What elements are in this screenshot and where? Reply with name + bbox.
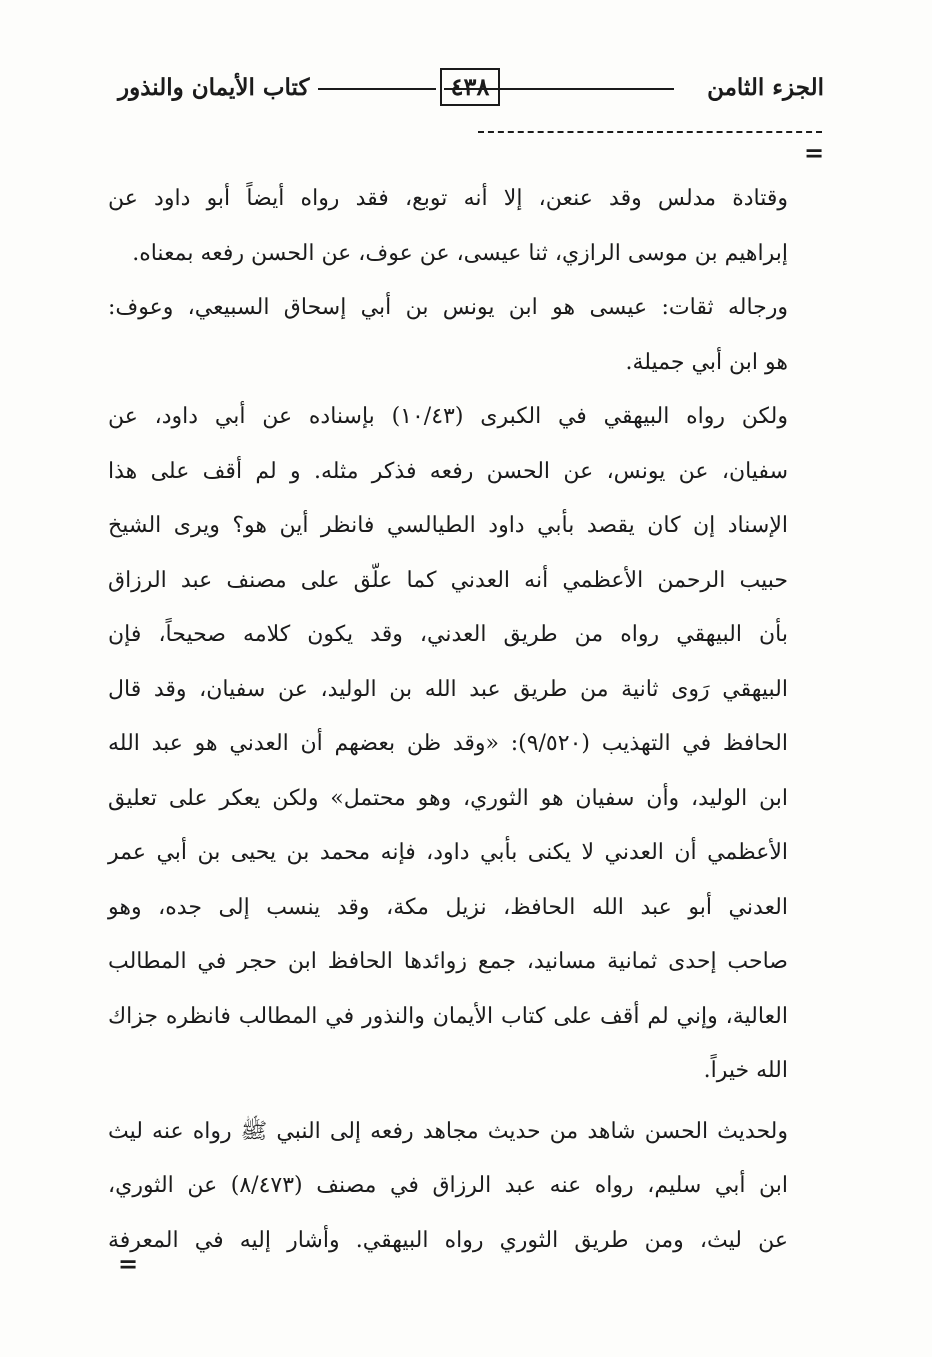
- text-line: عن ليث، ومن طريق الثوري رواه البيهقي. وأشار إليه في المعرفة: [108, 1227, 788, 1253]
- continuation-mark-bottom: =: [118, 1249, 139, 1278]
- continuation-mark-top: =: [804, 138, 825, 167]
- book-title: كتاب الأيمان والنذور: [118, 74, 310, 101]
- text-line: العدني أبو عبد الله الحافظ، نزيل مكة، وقد ينسب إلى جده، وهو: [108, 894, 788, 920]
- text-line: صاحب إحدى ثمانية مسانيد، جمع زوائدها الحافظ ابن حجر في المطالب: [108, 949, 788, 974]
- text-line: هو ابن أبي جميلة.: [625, 349, 788, 375]
- text-line: ابن الوليد، وأن سفيان هو الثوري، وهو محتمل» ولكن يعكر على تعليق: [108, 785, 788, 811]
- text-line: الحافظ في التهذيب (٩/٥٢٠): «وقد ظن بعضهم أن العدني هو عبد الله: [108, 731, 788, 756]
- header-rule-left: [318, 88, 436, 90]
- volume-part-label: الجزء الثامن: [707, 74, 824, 101]
- text-line: العالية، وإني لم أقف على كتاب الأيمان والنذور في المطالب فانظره جزاك: [108, 1003, 788, 1029]
- paragraph: [108, 390, 788, 1099]
- text-line: ولحديث الحسن شاهد من حديث مجاهد رفعه إلى النبي ﷺ رواه عنه ليث: [108, 1118, 788, 1144]
- text-line: حبيب الرحمن الأعظمي أنه العدني كما علّق على مصنف عبد الرزاق: [108, 567, 788, 593]
- page-body: [108, 172, 788, 1268]
- text-line: ولكن رواه البيهقي في الكبرى (١٠/٤٣) بإسناده عن أبي داود، عن: [108, 404, 788, 429]
- text-line: ابن أبي سليم، رواه عنه عبد الرزاق في مصنف (٨/٤٧٣) عن الثوري،: [108, 1173, 788, 1198]
- paragraph: [108, 1105, 788, 1269]
- text-line: سفيان، عن يونس، عن الحسن رفعه فذكر مثله. و لم أقف على هذا: [108, 458, 788, 484]
- text-line: بأن البيهقي رواه من طريق العدني، وقد يكون كلامه صحيحاً، فإن: [108, 622, 788, 647]
- text-line: الله خيراً.: [703, 1058, 788, 1083]
- text-line: وقتادة مدلس وقد عنعن، إلا أنه توبع، فقد رواه أيضاً أبو داود عن: [108, 186, 788, 211]
- text-line: إبراهيم بن موسى الرازي، ثنا عيسى، عن عوف، عن الحسن رفعه بمعناه.: [132, 240, 788, 266]
- text-line: الأعظمي أن العدني لا يكنى بأبي داود، فإنه محمد بن يحيى بن أبي عمر: [108, 840, 788, 865]
- text-line: البيهقي رَوى ثانية من طريق عبد الله بن الوليد، عن سفيان، وقد قال: [108, 676, 788, 702]
- text-line: ورجاله ثقات: عيسى هو ابن يونس بن أبي إسحاق السبيعي، وعوف:: [108, 295, 788, 320]
- running-header: [118, 70, 824, 108]
- text-line: الإسناد إن كان يقصد بأبي داود الطيالسي فانظر أين هو؟ ويرى الشيخ: [108, 513, 788, 538]
- paragraph: [108, 172, 788, 390]
- footnote-dashed-rule: [478, 131, 822, 133]
- page-number: ٤٣٨: [440, 68, 500, 106]
